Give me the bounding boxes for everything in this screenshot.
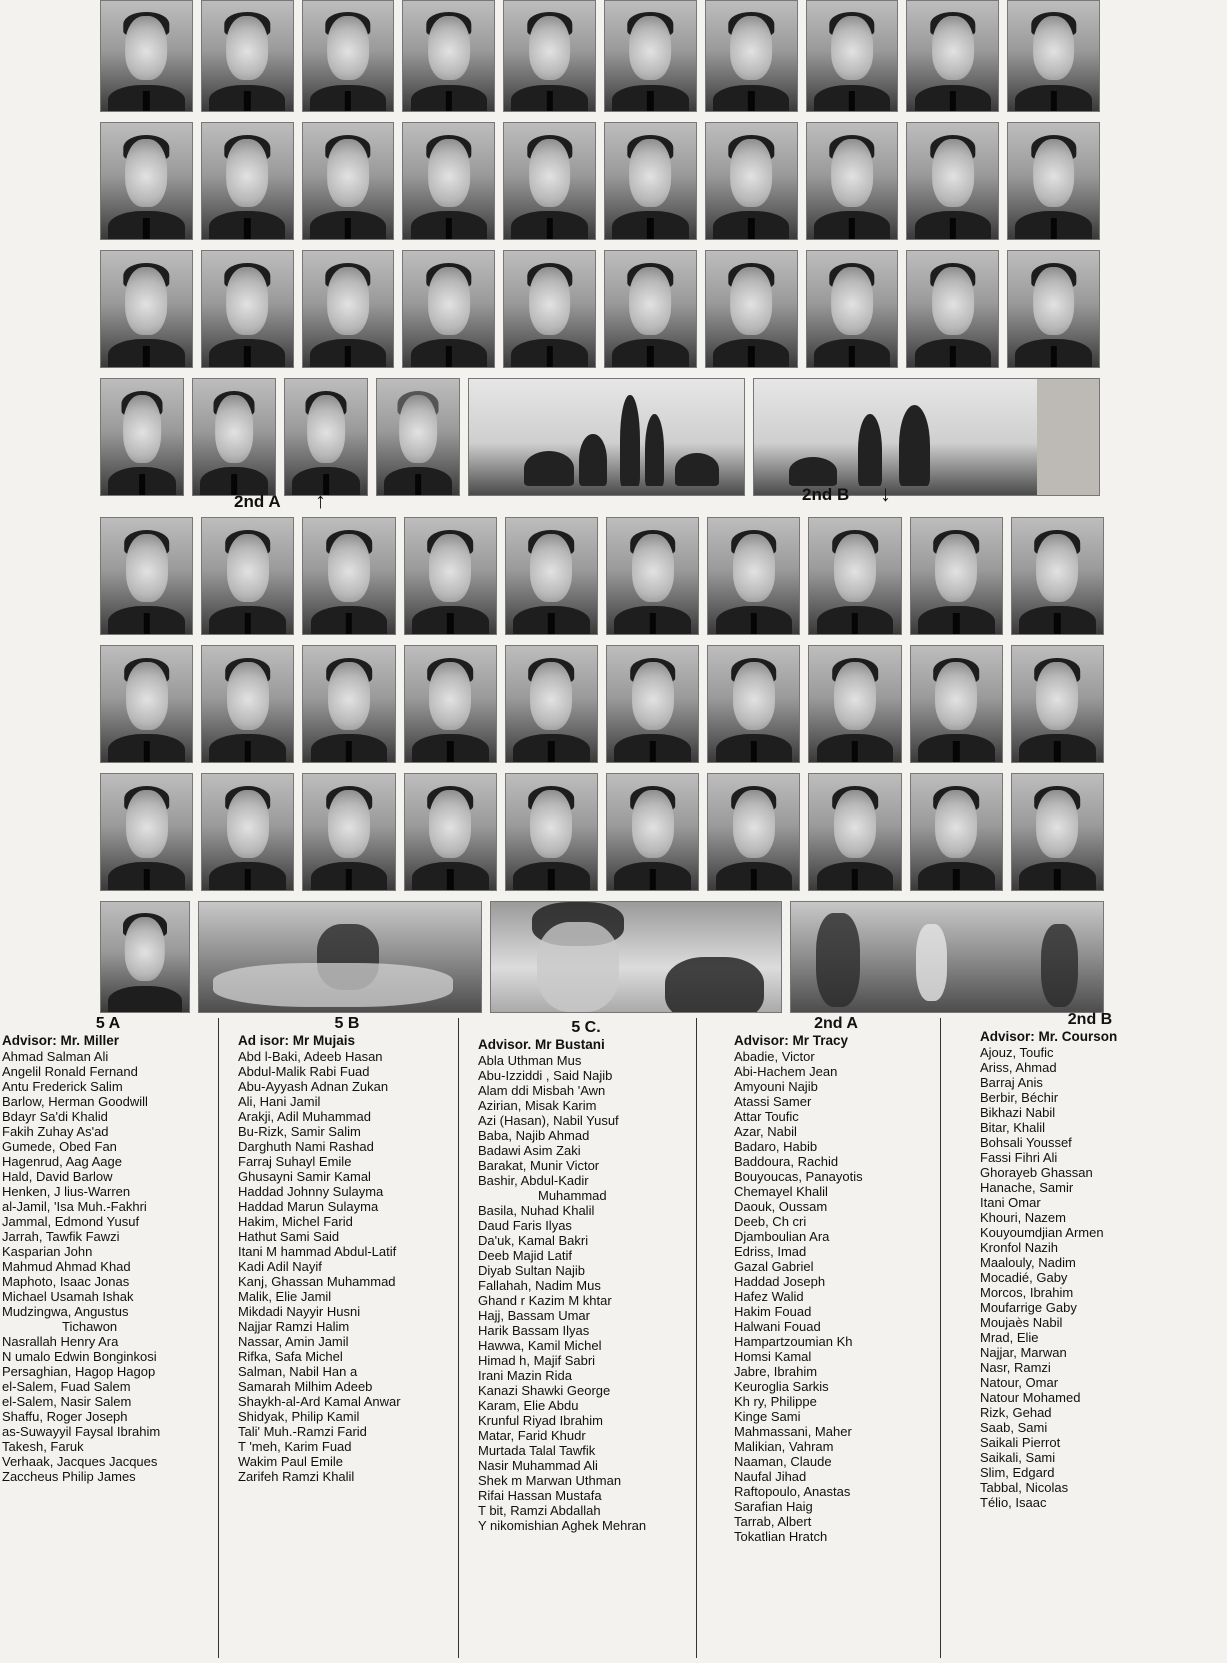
student-portrait [705, 250, 798, 368]
student-portrait [910, 645, 1003, 763]
student-name: Abdul-Malik Rabi Fuad [238, 1064, 370, 1079]
student-name: Takesh, Faruk [2, 1439, 84, 1454]
student-name: Maalouly, Nadim [980, 1255, 1076, 1270]
student-name: Hakim, Michel Farid [238, 1214, 353, 1229]
student-portrait [606, 773, 699, 891]
student-portrait [604, 250, 697, 368]
student-name: Natour, Omar [980, 1375, 1059, 1390]
student-name: Amyouni Najib [734, 1079, 818, 1094]
student-name: Azi (Hasan), Nabil Yusuf [478, 1113, 619, 1128]
student-portrait [808, 517, 901, 635]
student-portrait [100, 378, 184, 496]
student-name: Ahmad Salman Ali [2, 1049, 109, 1064]
photo-row [100, 0, 1100, 112]
student-portrait [503, 250, 596, 368]
roster-column [980, 1010, 1200, 1654]
student-name: Daouk, Oussam [734, 1199, 828, 1214]
student-name: Nasrallah Henry Ara [2, 1334, 119, 1349]
student-name: el-Salem, Fuad Salem [2, 1379, 131, 1394]
student-name: Hawwa, Kamil Michel [478, 1338, 602, 1353]
student-name: Chemayel Khalil [734, 1184, 828, 1199]
student-name: Bdayr Sa'di Khalid [2, 1109, 108, 1124]
student-name: Tichawon [62, 1319, 118, 1334]
student-name: T bit, Ramzi Abdallah [478, 1503, 601, 1518]
student-portrait [906, 122, 999, 240]
student-name: Jarrah, Tawfik Fawzi [2, 1229, 120, 1244]
student-name: Azirian, Misak Karim [478, 1098, 597, 1113]
student-name: Bouyoucas, Panayotis [734, 1169, 863, 1184]
student-name: Mocadié, Gaby [980, 1270, 1068, 1285]
student-name: Deeb, Ch cri [734, 1214, 807, 1229]
student-name: Homsi Kamal [734, 1349, 812, 1364]
student-name: Halwani Fouad [734, 1319, 821, 1334]
student-name: Antu Frederick Salim [2, 1079, 123, 1094]
photo-row [100, 901, 1104, 1013]
student-portrait [808, 773, 901, 891]
student-name: Hajj, Bassam Umar [478, 1308, 590, 1323]
student-name: Y nikomishian Aghek Mehran [478, 1518, 647, 1533]
student-name-list [478, 1053, 694, 1533]
student-name: Khouri, Nazem [980, 1210, 1066, 1225]
student-portrait [192, 378, 276, 496]
student-name: Azar, Nabil [734, 1124, 797, 1139]
student-name: Saab, Sami [980, 1420, 1048, 1435]
photo-row [100, 378, 1100, 496]
photo-row [100, 122, 1100, 240]
student-portrait [404, 645, 497, 763]
student-portrait [705, 122, 798, 240]
lower-photo-grid [100, 517, 1104, 1023]
student-name: Shaffu, Roger Joseph [2, 1409, 128, 1424]
student-name: al-Jamil, 'Isa Muh.-Fakhri [2, 1199, 147, 1214]
student-name: Irani Mazin Rida [478, 1368, 572, 1383]
student-name-list [734, 1049, 938, 1544]
student-portrait [201, 517, 294, 635]
class-rosters [0, 1011, 1227, 1654]
student-name: as-Suwayyil Faysal Ibrahim [2, 1424, 161, 1439]
student-name: Karam, Elie Abdu [478, 1398, 579, 1413]
student-name: el-Salem, Nasir Salem [2, 1394, 132, 1409]
student-portrait [1011, 645, 1104, 763]
student-name: Baba, Najib Ahmad [478, 1128, 590, 1143]
student-name: Hathut Sami Said [238, 1229, 340, 1244]
upper-photo-grid [100, 0, 1100, 506]
student-name: Barakat, Munir Victor [478, 1158, 600, 1173]
advisor-name: Ad isor: Mr Mujais [238, 1033, 356, 1048]
student-name: Michael Usamah Ishak [2, 1289, 134, 1304]
student-portrait [201, 773, 294, 891]
student-name: Ghorayeb Ghassan [980, 1165, 1093, 1180]
student-name: Shaykh-al-Ard Kamal Anwar [238, 1394, 401, 1409]
student-name: Samarah Milhim Adeeb [238, 1379, 373, 1394]
student-name: Basila, Nuhad Khalil [478, 1203, 595, 1218]
student-name: Ariss, Ahmad [980, 1060, 1057, 1075]
student-name: Maphoto, Isaac Jonas [2, 1274, 130, 1289]
student-portrait [100, 122, 193, 240]
lower-photos-label: 2nd B [802, 485, 850, 504]
student-name: Arakji, Adil Muhammad [238, 1109, 371, 1124]
student-name: Verhaak, Jacques Jacques [2, 1454, 158, 1469]
student-portrait [100, 773, 193, 891]
photo-row [100, 773, 1104, 891]
student-name: Gazal Gabriel [734, 1259, 814, 1274]
student-name: Ghand r Kazim M khtar [478, 1293, 612, 1308]
roster-column [2, 1014, 214, 1654]
student-name: Kanj, Ghassan Muhammad [238, 1274, 396, 1289]
advisor-name: Advisor: Mr. Miller [2, 1033, 120, 1048]
student-name: Harik Bassam Ilyas [478, 1323, 590, 1338]
student-name: Mrad, Elie [980, 1330, 1039, 1345]
student-name: Badawi Asim Zaki [478, 1143, 581, 1158]
student-portrait [505, 645, 598, 763]
student-name-list [980, 1045, 1200, 1510]
student-name: Henken, J lius-Warren [2, 1184, 131, 1199]
student-name: Krunful Riyad Ibrahim [478, 1413, 603, 1428]
student-name: Bitar, Khalil [980, 1120, 1046, 1135]
student-name: Tabbal, Nicolas [980, 1480, 1069, 1495]
student-name: Berbir, Béchir [980, 1090, 1059, 1105]
advisor-portrait [376, 378, 460, 496]
roster-column [478, 1018, 694, 1654]
student-portrait [1011, 517, 1104, 635]
student-name: Keuroglia Sarkis [734, 1379, 829, 1394]
student-name: Abd l-Baki, Adeeb Hasan [238, 1049, 383, 1064]
student-name: Himad h, Majif Sabri [478, 1353, 596, 1368]
student-name: Jabre, Ibrahim [734, 1364, 818, 1379]
student-name: Natour Mohamed [980, 1390, 1081, 1405]
student-name: Mikdadi Nayyir Husni [238, 1304, 361, 1319]
class-title: 2nd A [814, 1015, 858, 1032]
up-arrow-icon: ↑ [315, 488, 326, 513]
student-name: Daud Faris Ilyas [478, 1218, 572, 1233]
student-portrait [1007, 250, 1100, 368]
student-name: Moujaès Nabil [980, 1315, 1063, 1330]
student-portrait [100, 901, 190, 1013]
student-portrait [503, 122, 596, 240]
student-name: Abu-Ayyash Adnan Zukan [238, 1079, 389, 1094]
student-name: Abu-Izziddi , Said Najib [478, 1068, 613, 1083]
student-name: Farraj Suhayl Emile [238, 1154, 352, 1169]
student-name: Kronfol Nazih [980, 1240, 1059, 1255]
student-name: Djamboulian Ara [734, 1229, 830, 1244]
student-name: Atassi Samer [734, 1094, 812, 1109]
student-name: Gumede, Obed Fan [2, 1139, 117, 1154]
photo-row [100, 517, 1104, 635]
upper-photos-label: 2nd A [234, 492, 281, 511]
student-name: Deeb Majid Latif [478, 1248, 572, 1263]
student-name-list [2, 1049, 214, 1484]
student-name: Shek m Marwan Uthman [478, 1473, 622, 1488]
student-portrait [201, 645, 294, 763]
student-name: Abla Uthman Mus [478, 1053, 582, 1068]
student-name: Tali' Muh.-Ramzi Farid [238, 1424, 367, 1439]
student-name: Naufal Jihad [734, 1469, 807, 1484]
student-name: Nassar, Amin Jamil [238, 1334, 349, 1349]
student-portrait [284, 378, 368, 496]
student-name: Tokatlian Hratch [734, 1529, 828, 1544]
student-name-list [238, 1049, 456, 1484]
student-portrait [707, 645, 800, 763]
student-portrait [806, 0, 899, 112]
student-portrait [402, 250, 495, 368]
student-name: Haddad Johnny Sulayma [238, 1184, 384, 1199]
student-name: Zarifeh Ramzi Khalil [238, 1469, 355, 1484]
student-name: Mudzingwa, Angustus [2, 1304, 129, 1319]
student-portrait [100, 250, 193, 368]
student-portrait [604, 122, 697, 240]
student-name: T 'meh, Karim Fuad [238, 1439, 352, 1454]
student-name: Kadi Adil Nayif [238, 1259, 322, 1274]
student-name: Wakim Paul Emile [238, 1454, 343, 1469]
student-name: Saikali Pierrot [980, 1435, 1061, 1450]
advisor-name: Advisor: Mr. Courson [980, 1029, 1118, 1044]
student-name: Ali, Hani Jamil [238, 1094, 321, 1109]
student-portrait [906, 250, 999, 368]
student-name: Matar, Farid Khudr [478, 1428, 586, 1443]
student-name: Itani M hammad Abdul-Latif [238, 1244, 397, 1259]
student-name: Zaccheus Philip James [2, 1469, 136, 1484]
student-portrait [404, 517, 497, 635]
student-name: N umalo Edwin Bonginkosi [2, 1349, 157, 1364]
student-name: Barlow, Herman Goodwill [2, 1094, 148, 1109]
class-title: 5 A [95, 1015, 121, 1032]
student-name: Ajouz, Toufic [980, 1045, 1054, 1060]
student-portrait [201, 250, 294, 368]
student-name: Malikian, Vahram [734, 1439, 834, 1454]
student-name: Tarrab, Albert [734, 1514, 812, 1529]
student-name: Kanazi Shawki George [478, 1383, 611, 1398]
student-portrait [302, 122, 395, 240]
campus-building-photo [753, 378, 1100, 496]
class-title: 5 B [334, 1015, 360, 1032]
student-name: Slim, Edgard [980, 1465, 1055, 1480]
student-name: Kouyoumdjian Armen [980, 1225, 1104, 1240]
student-name: Moufarrige Gaby [980, 1300, 1077, 1315]
student-name: Rifai Hassan Mustafa [478, 1488, 602, 1503]
women-portrait-photo [490, 901, 782, 1013]
down-arrow-icon: ↓ [880, 481, 891, 506]
student-portrait [302, 773, 395, 891]
photo-row [100, 250, 1100, 368]
student-portrait [404, 773, 497, 891]
campus-trees-photo [468, 378, 745, 496]
student-name: Haddad Joseph [734, 1274, 826, 1289]
teacher-at-desk-photo [198, 901, 482, 1013]
student-name: Jammal, Edmond Yusuf [2, 1214, 140, 1229]
student-name: Barraj Anis [980, 1075, 1043, 1090]
photo-row [100, 645, 1104, 763]
student-portrait [201, 122, 294, 240]
student-portrait [606, 645, 699, 763]
student-name: Alam ddi Misbah 'Awn [478, 1083, 606, 1098]
student-name: Bikhazi Nabil [980, 1105, 1056, 1120]
student-name: Kasparian John [2, 1244, 93, 1259]
student-name: Badaro, Habib [734, 1139, 818, 1154]
student-portrait [402, 122, 495, 240]
student-name: Malik, Elie Jamil [238, 1289, 332, 1304]
student-name: Attar Toufic [734, 1109, 799, 1124]
student-portrait [503, 0, 596, 112]
student-portrait [1007, 122, 1100, 240]
student-name: Baddoura, Rachid [734, 1154, 839, 1169]
student-portrait [100, 0, 193, 112]
student-name: Kinge Sami [734, 1409, 801, 1424]
student-name: Najjar, Marwan [980, 1345, 1067, 1360]
student-name: Darghuth Nami Rashad [238, 1139, 374, 1154]
advisor-name: Advisor. Mr Bustani [478, 1037, 605, 1052]
roster-column [238, 1014, 456, 1654]
student-portrait [100, 645, 193, 763]
student-name: Najjar Ramzi Halim [238, 1319, 350, 1334]
student-name: Mahmud Ahmad Khad [2, 1259, 131, 1274]
student-name: Murtada Talal Tawfik [478, 1443, 596, 1458]
student-name: Nasr, Ramzi [980, 1360, 1051, 1375]
student-name: Muhammad [538, 1188, 607, 1203]
student-name: Persaghian, Hagop Hagop [2, 1364, 156, 1379]
classroom-photo [790, 901, 1104, 1013]
student-name: Rifka, Safa Michel [238, 1349, 343, 1364]
student-name: Rizk, Gehad [980, 1405, 1052, 1420]
student-name: Fakih Zuhay As'ad [2, 1124, 109, 1139]
student-name: Hakim Fouad [734, 1304, 812, 1319]
student-portrait [808, 645, 901, 763]
student-portrait [707, 517, 800, 635]
student-name: Salman, Nabil Han a [238, 1364, 358, 1379]
advisor-name: Advisor: Mr Tracy [734, 1033, 849, 1048]
student-portrait [402, 0, 495, 112]
student-name: Abi-Hachem Jean [734, 1064, 838, 1079]
student-name: Morcos, Ibrahim [980, 1285, 1074, 1300]
student-name: Fassi Fihri Ali [980, 1150, 1058, 1165]
class-title: 5 C. [571, 1019, 601, 1036]
student-portrait [302, 250, 395, 368]
student-portrait [302, 0, 395, 112]
student-name: Haddad Marun Sulayma [238, 1199, 379, 1214]
student-portrait [806, 250, 899, 368]
student-name: Abadie, Victor [734, 1049, 815, 1064]
student-name: Hanache, Samir [980, 1180, 1074, 1195]
student-name: Hafez Walid [734, 1289, 804, 1304]
student-name: Raftopoulo, Anastas [734, 1484, 851, 1499]
student-name: Ghusayni Samir Kamal [238, 1169, 371, 1184]
student-portrait [806, 122, 899, 240]
roster-column [734, 1014, 938, 1654]
student-name: Bashir, Abdul-Kadir [478, 1173, 589, 1188]
student-portrait [707, 773, 800, 891]
student-portrait [705, 0, 798, 112]
student-name: Bohsali Youssef [980, 1135, 1072, 1150]
student-name: Saikali, Sami [980, 1450, 1056, 1465]
student-portrait [910, 773, 1003, 891]
student-name: Hald, David Barlow [2, 1169, 113, 1184]
student-portrait [302, 645, 395, 763]
student-name: Bu-Rizk, Samir Salim [238, 1124, 361, 1139]
student-name: Télio, Isaac [980, 1495, 1047, 1510]
student-portrait [1007, 0, 1100, 112]
student-name: Mahmassani, Maher [734, 1424, 852, 1439]
student-name: Naaman, Claude [734, 1454, 832, 1469]
student-name: Angelil Ronald Fernand [2, 1064, 138, 1079]
student-name: Diyab Sultan Najib [478, 1263, 585, 1278]
student-portrait [910, 517, 1003, 635]
student-name: Kh ry, Philippe [734, 1394, 817, 1409]
student-portrait [906, 0, 999, 112]
student-name: Itani Omar [980, 1195, 1041, 1210]
student-name: Sarafian Haig [734, 1499, 813, 1514]
student-portrait [302, 517, 395, 635]
student-name: Nasir Muhammad Ali [478, 1458, 598, 1473]
student-name: Hampartzoumian Kh [734, 1334, 853, 1349]
student-portrait [1011, 773, 1104, 891]
student-name: Shidyak, Philip Kamil [238, 1409, 360, 1424]
student-name: Fallahah, Nadim Mus [478, 1278, 601, 1293]
student-name: Edriss, Imad [734, 1244, 807, 1259]
student-portrait [505, 773, 598, 891]
student-portrait [604, 0, 697, 112]
student-portrait [505, 517, 598, 635]
student-name: Da'uk, Kamal Bakri [478, 1233, 589, 1248]
student-portrait [100, 517, 193, 635]
student-name: Hagenrud, Aag Aage [2, 1154, 122, 1169]
class-title: 2nd B [1067, 1011, 1113, 1028]
student-portrait [606, 517, 699, 635]
student-portrait [201, 0, 294, 112]
